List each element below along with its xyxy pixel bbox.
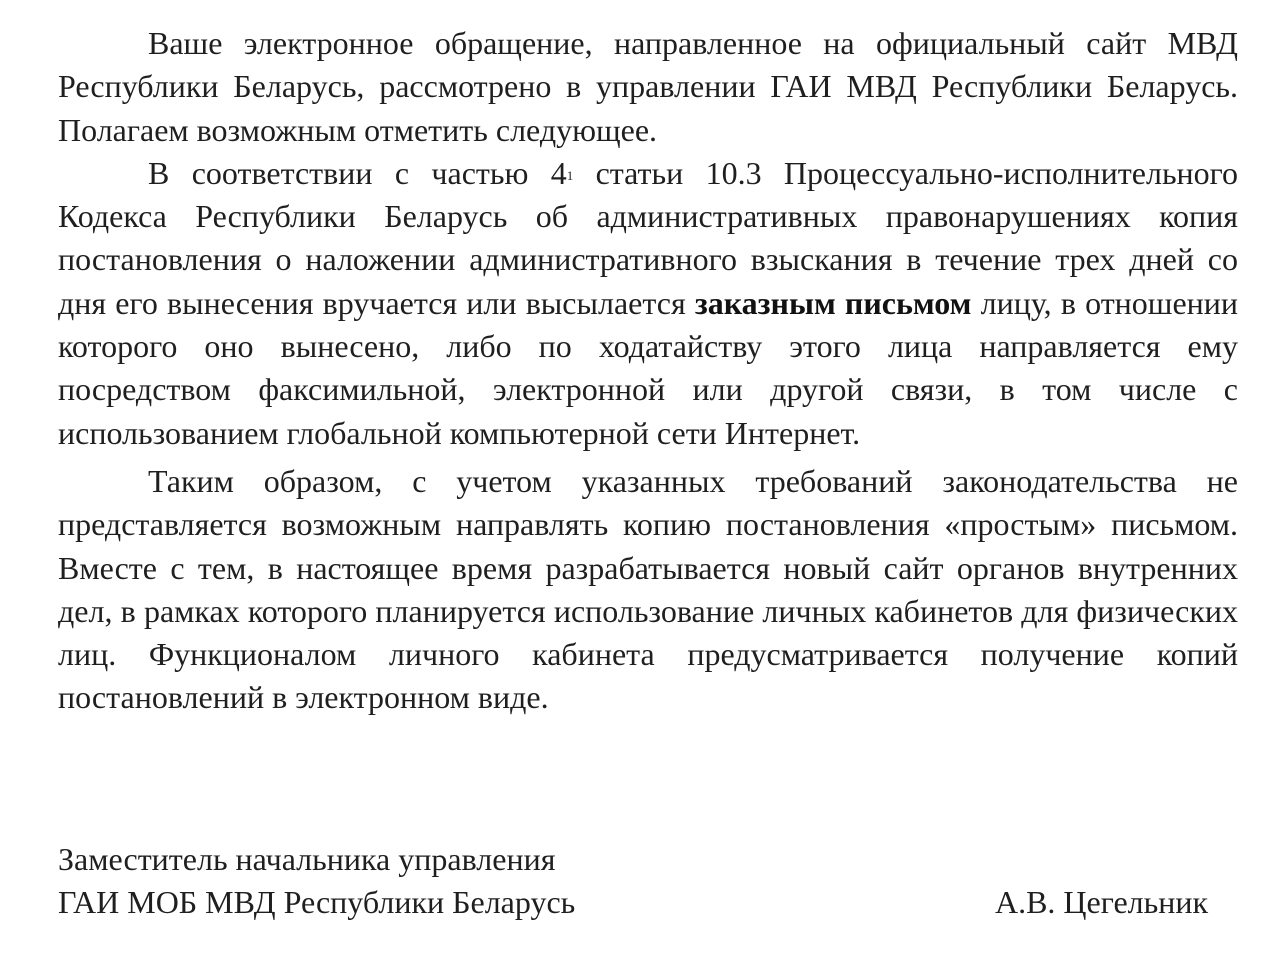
signer-name: А.В. Цегельник: [994, 884, 1208, 921]
signer-position-line2: ГАИ МОБ МВД Республики Беларусь: [58, 884, 576, 921]
part-superscript: 1: [566, 167, 574, 183]
paragraph-intro: Ваше электронное обращение, направленное на официальный сайт МВД Республики Беларусь, рассмотрено в управлении ГАИ МВД Республики Беларусь. Полагаем возможным отметить следующее.: [58, 25, 1238, 148]
paragraph-legal-basis: [58, 152, 1238, 455]
legal-text-middle: статьи 10.3 Процессуально-исполнительного Кодекса Республики Беларусь об административных правонарушениях копия постановления о наложении административного взыскания в течение трех дней со дня его вынесения вручается или высылается: [58, 154, 1239, 321]
legal-text-start: В соответствии с частью 4: [148, 154, 567, 191]
signer-position-line1: Заместитель начальника управления: [58, 841, 556, 877]
registered-letter-emphasis: заказным письмом: [694, 284, 972, 321]
legal-text-end: лицу, в отношении которого оно вынесено, либо по ходатайству этого лица направляется ему посредством факсимильной, электронной или другой связи, в том числе с использованием глобальной компьютерной сети Интернет.: [58, 284, 1239, 451]
letter-body: [58, 22, 1238, 720]
signer-row: [58, 881, 1208, 924]
signature-block: [58, 838, 1208, 925]
paragraph-conclusion: Таким образом, с учетом указанных требований законодательства не представляется возможным направлять копию постановления «простым» письмом. Вместе с тем, в настоящее время разрабатывается новый сайт органов внутренних дел, в рамках которого планируется использование личных кабинетов для физических лиц. Функционалом личного кабинета предусматривается получение копий постановлений в электронном виде.: [58, 462, 1238, 716]
